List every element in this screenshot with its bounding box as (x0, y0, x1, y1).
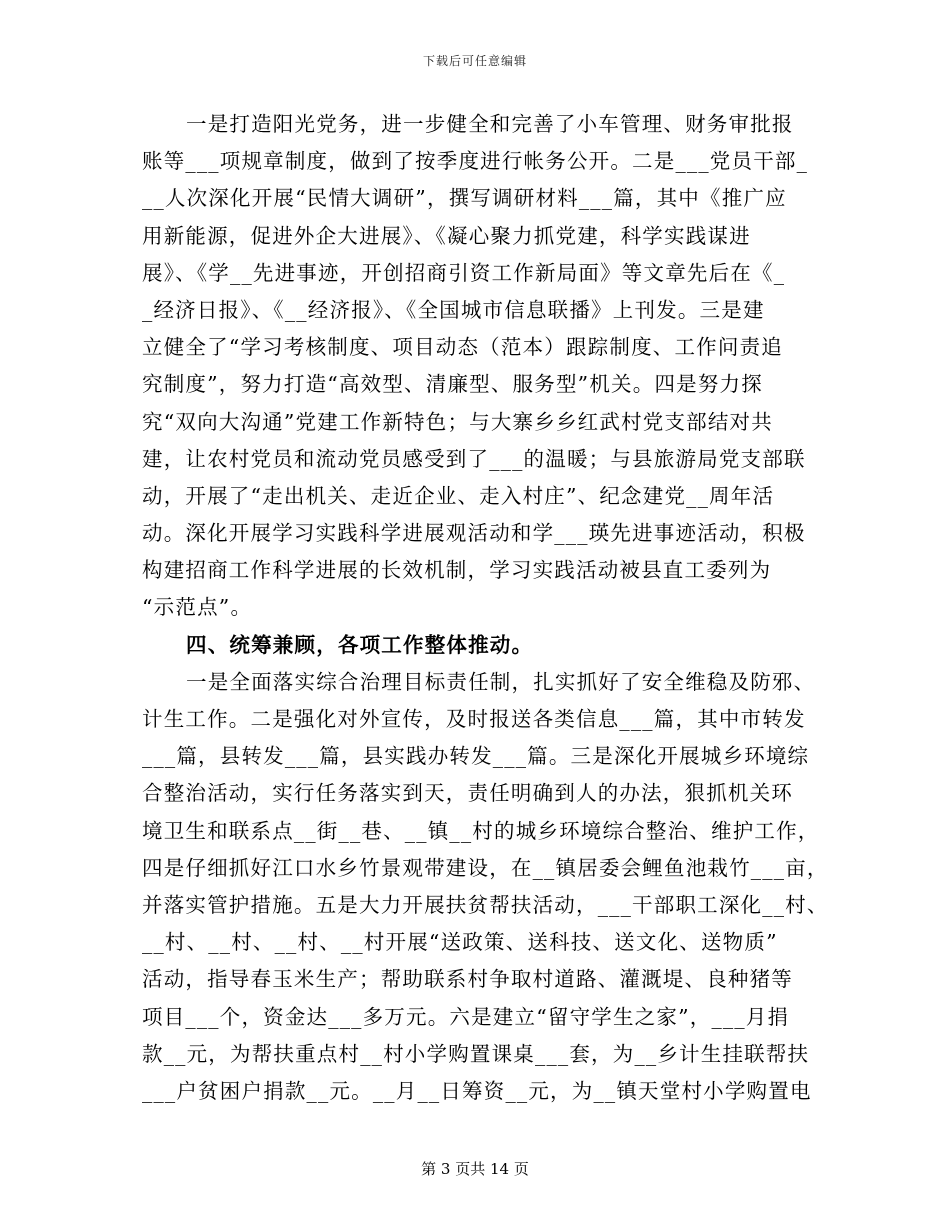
paragraph-line: 构建招商工作科学进展的长效机制，学习实践活动被县直工委列为 (142, 558, 772, 583)
paragraph-line: 项目___个，资金达___多万元。六是建立“留守学生之家”，___月捐 (142, 1004, 790, 1029)
paragraph-line: 动。深化开展学习实践科学进展观活动和学___瑛先进事迹活动，积极 (142, 521, 806, 546)
paragraph-line: 用新能源，促进外企大进展》、《凝心聚力抓党建，科学实践谋进 (142, 223, 751, 248)
paragraph-line: 究制度”，努力打造“高效型、清廉型、服务型”机关。四是努力探 (142, 372, 763, 397)
paragraph-line: 究“双向大沟通”党建工作新特色；与大寨乡乡红武村党支部结对共 (142, 409, 773, 434)
paragraph-line: 并落实管护措施。五是大力开展扶贫帮扶活动，___干部职工深化__村、 (142, 892, 829, 917)
paragraph-line: ___户贫困户捐款__元。__月__日筹资__元，为__镇天堂村小学购置电 (142, 1078, 812, 1103)
document-body (142, 106, 829, 1110)
paragraph-line: 四是仔细抓好江口水乡竹景观带建设，在__镇居委会鲤鱼池栽竹___亩， (142, 855, 829, 880)
paragraph-line: 账等___项规章制度，做到了按季度进行帐务公开。二是___党员干部_ (142, 149, 809, 174)
page-header: 下载后可任意编辑 (422, 54, 527, 68)
paragraph-line: _经济日报》、《__经济报》、《全国城市信息联播》上刊发。三是建 (142, 297, 765, 322)
paragraph-line: 计生工作。二是强化对外宣传，及时报送各类信息___篇，其中市转发 (142, 707, 806, 731)
paragraph-line: 境卫生和联系点__街__巷、__镇__村的城乡环境综合整治、维护工作， (142, 818, 820, 843)
paragraph-line: 动，开展了“走出机关、走近企业、走入村庄”、纪念建党__周年活 (142, 483, 775, 508)
paragraph-line: __人次深化开展“民情大调研”，撰写调研材料___篇，其中《推广应 (142, 186, 787, 211)
paragraph-line: 一是全面落实综合治理目标责任制，扎实抓好了安全维稳及防邪、 (186, 669, 816, 694)
paragraph-line: 款__元，为帮扶重点村__村小学购置课桌___套，为__乡计生挂联帮扶 (142, 1041, 810, 1066)
section-heading: 四、统筹兼顾，各项工作整体推动。 (186, 632, 534, 657)
paragraph-line: 活动，指导春玉米生产；帮助联系村争取村道路、灌溉堤、良种猪等 (142, 967, 793, 992)
paragraph-line: 合整治活动，实行任务落实到天，责任明确到人的办法，狠抓机关环 (142, 781, 793, 806)
paragraph-line: 建，让农村党员和流动党员感受到了___的温暖；与县旅游局党支部联 (142, 446, 806, 471)
paragraph-line: 展》、《学__先进事迹，开创招商引资工作新局面》等文章先后在《_ (142, 260, 786, 285)
paragraph-line: __村、__村、__村、__村开展“送政策、送科技、送文化、送物质” (142, 930, 778, 955)
paragraph-line: “示范点”。 (142, 595, 253, 620)
page-footer: 第 3 页共 14 页 (421, 1160, 529, 1178)
paragraph-line: 一是打造阳光党务，进一步健全和完善了小车管理、财务审批报 (186, 112, 794, 136)
paragraph-line: ___篇，县转发___篇，县实践办转发___篇。三是深化开展城乡环境综 (142, 744, 810, 769)
paragraph-line: 立健全了“学习考核制度、项目动态（范本）跟踪制度、工作问责追 (142, 335, 783, 360)
